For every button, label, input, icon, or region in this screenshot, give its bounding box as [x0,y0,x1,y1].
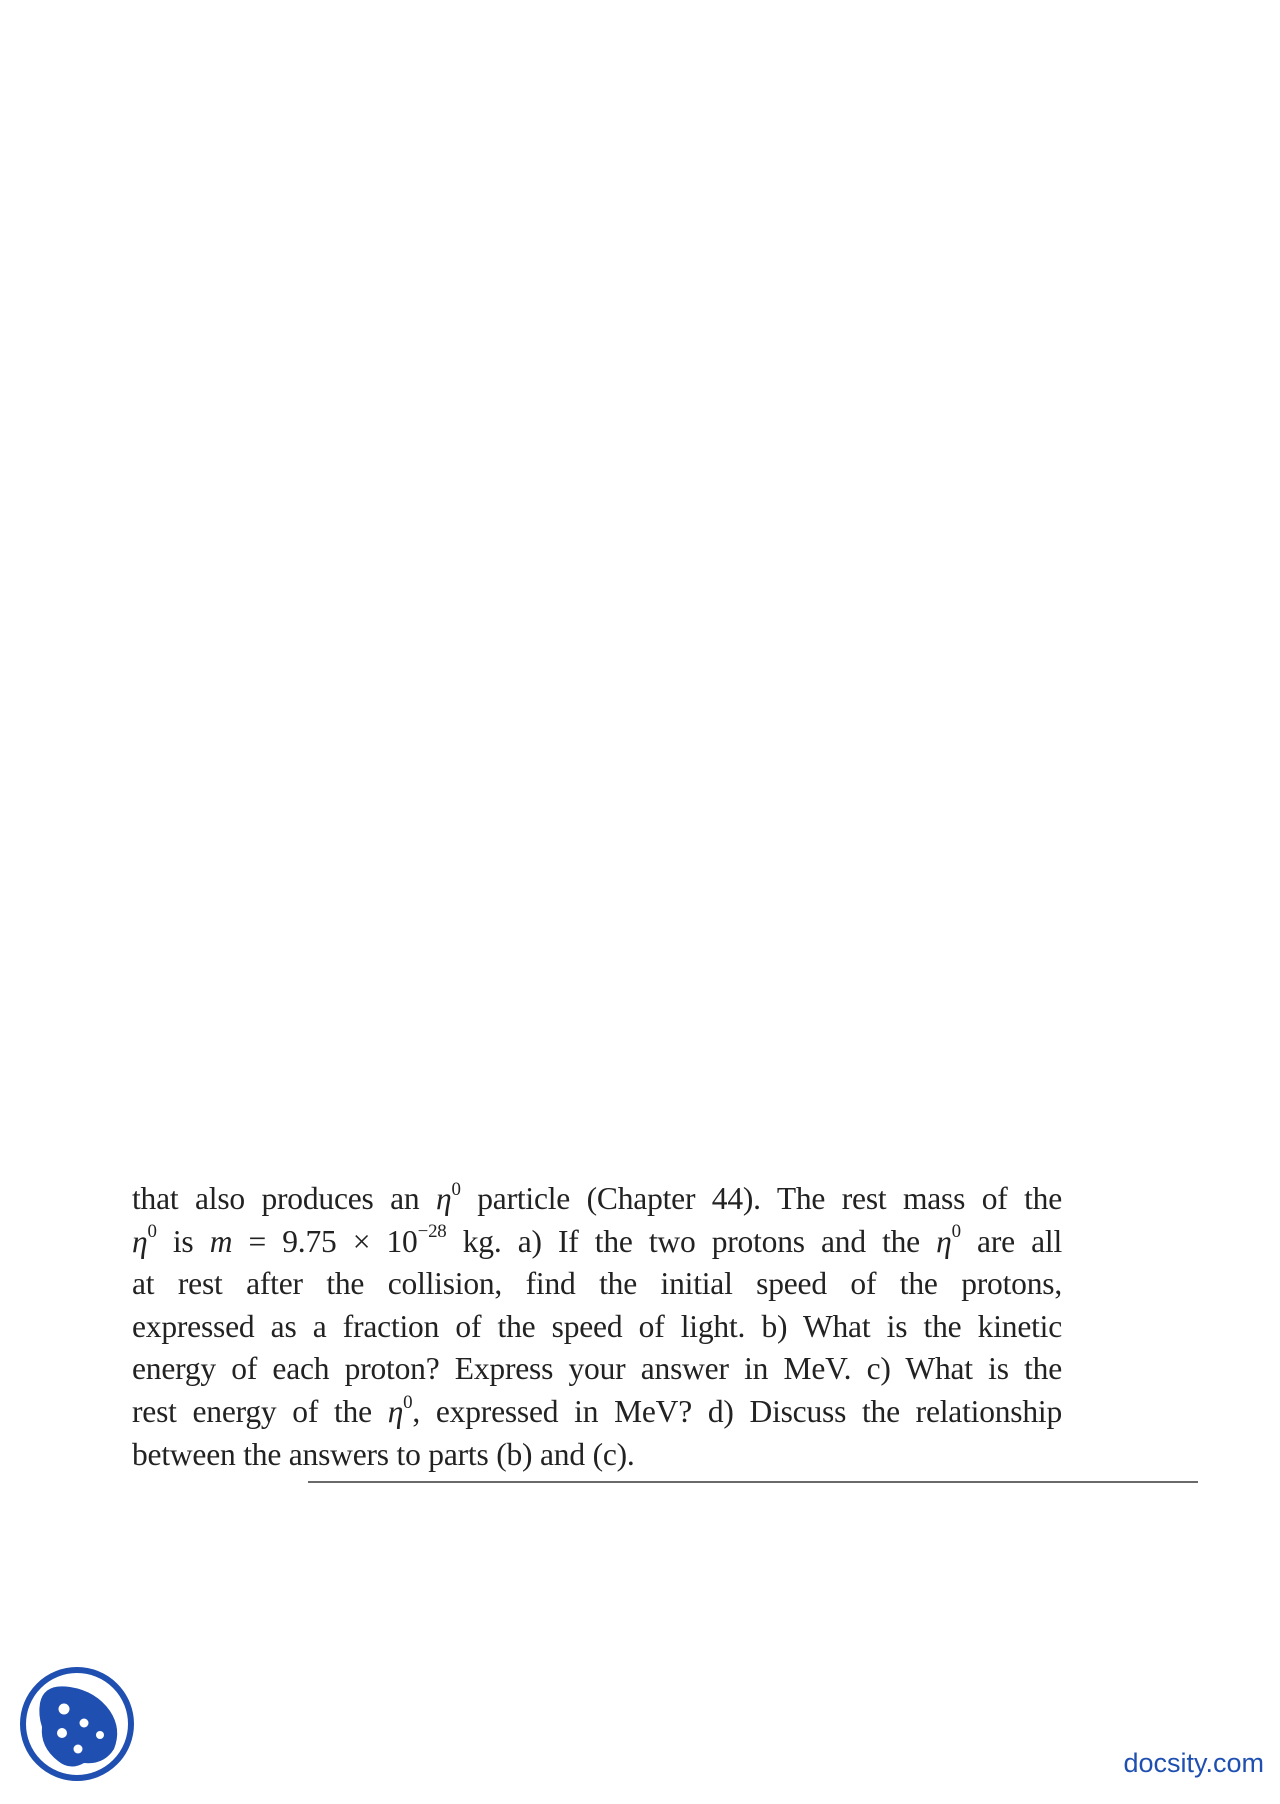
problem-line-7: between the answers to parts (b) and (c). [132,1436,635,1472]
problem-line-3: at rest after the collision, find the initial speed of the protons, [132,1266,1062,1302]
exponent: −28 [417,1221,447,1243]
problem-line-5: energy of each proton? Express your answer in MeV. c) What is the [132,1351,1062,1387]
eta-symbol: η [436,1181,452,1216]
mass-variable: m [209,1223,233,1259]
docsity-brand-link[interactable]: docsity.com [1123,1748,1264,1778]
problem-statement [132,1178,1062,1476]
eta-symbol: η [387,1393,404,1429]
docsity-logo-svg [18,1665,136,1783]
superscript-zero: 0 [451,1178,461,1200]
problem-line-1: that also produces an $\eta^0$ particle (Chapter 44). The rest mass of the [132,1178,1062,1216]
superscript-zero: 0 [951,1221,961,1243]
superscript-zero: 0 [147,1221,157,1243]
docsity-logo-icon[interactable] [18,1665,136,1783]
eta-symbol: η [936,1223,952,1259]
superscript-zero: 0 [403,1391,413,1413]
eta-symbol: η [132,1223,148,1259]
horizontal-rule [308,1481,1198,1483]
problem-line-2: $\eta^0$ is $m = 9.75 \times 10^{-28}$ kg. a) If the two protons and the $\eta^0$ are all [132,1221,1062,1259]
problem-line-6: rest energy of the $\eta^0$, expressed in MeV? d) Discuss the relationship [132,1391,1063,1429]
problem-line-4: expressed as a fraction of the speed of light. b) What is the kinetic [132,1308,1062,1344]
